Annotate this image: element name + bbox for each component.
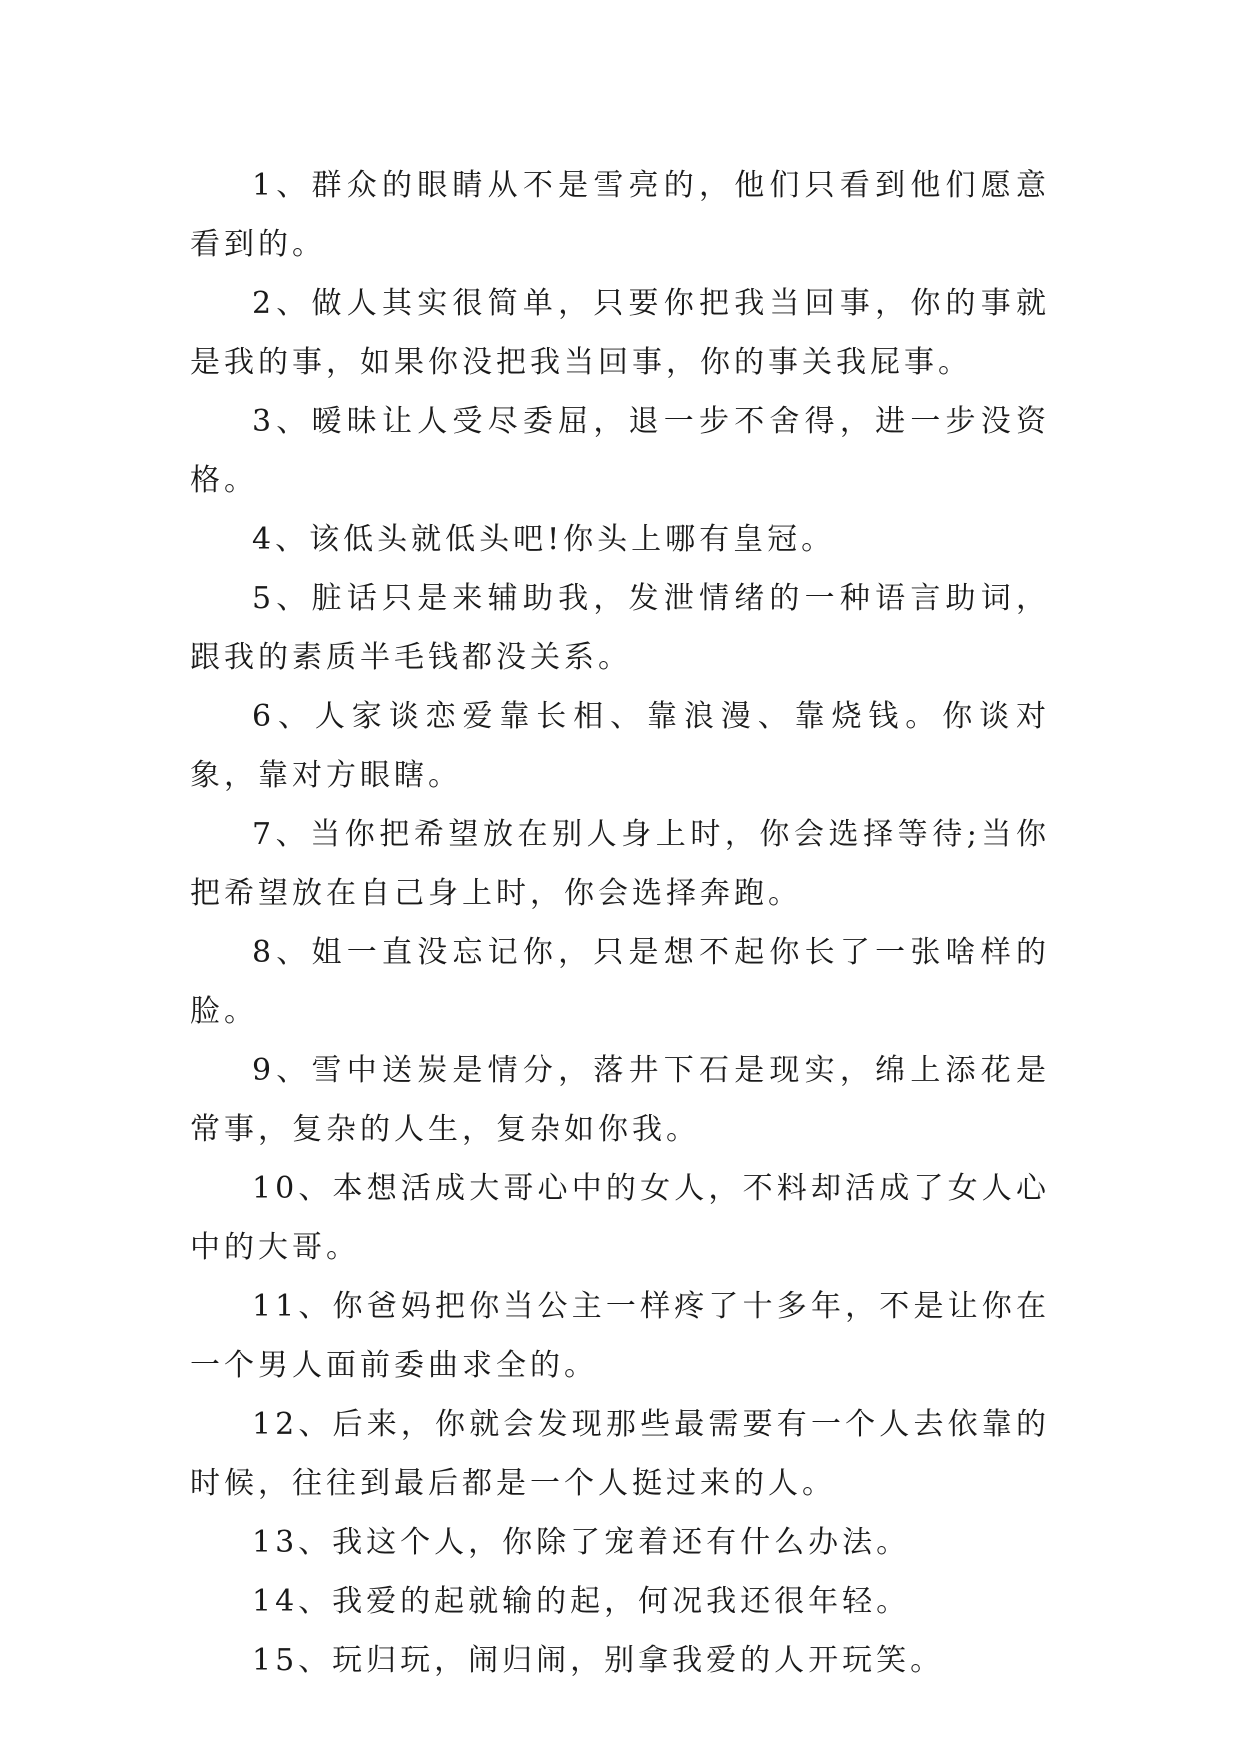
paragraph-11: 11、你爸妈把你当公主一样疼了十多年，不是让你在一个男人面前委曲求全的。 [190, 1289, 1050, 1383]
paragraph-13: 13、我这个人，你除了宠着还有什么办法。 [252, 1525, 911, 1560]
paragraph-3: 3、暧昧让人受尽委屈，退一步不舍得，进一步没资格。 [190, 404, 1050, 498]
paragraph-4: 4、该低头就低头吧!你头上哪有皇冠。 [252, 522, 836, 557]
paragraph-12: 12、后来，你就会发现那些最需要有一个人去依靠的时候，往往到最后都是一个人挺过来的人。 [190, 1407, 1050, 1501]
paragraph-14: 14、我爱的起就输的起，何况我还很年轻。 [252, 1584, 911, 1619]
paragraph-7: 7、当你把希望放在别人身上时，你会选择等待;当你把希望放在自己身上时，你会选择奔跑。 [190, 817, 1050, 911]
paragraph-5: 5、脏话只是来辅助我，发泄情绪的一种语言助词，跟我的素质半毛钱都没关系。 [190, 581, 1050, 675]
paragraph-9: 9、雪中送炭是情分，落井下石是现实，绵上添花是常事，复杂的人生，复杂如你我。 [190, 1053, 1050, 1147]
paragraph-10: 10、本想活成大哥心中的女人，不料却活成了女人心中的大哥。 [190, 1171, 1050, 1265]
paragraph-2: 2、做人其实很简单，只要你把我当回事，你的事就是我的事，如果你没把我当回事，你的事关我屁事。 [190, 286, 1050, 380]
paragraph-8: 8、姐一直没忘记你，只是想不起你长了一张啥样的脸。 [190, 935, 1050, 1029]
paragraph-15: 15、玩归玩，闹归闹，别拿我爱的人开玩笑。 [252, 1643, 945, 1678]
document-body [190, 156, 1050, 1690]
paragraph-1: 1、群众的眼睛从不是雪亮的，他们只看到他们愿意看到的。 [190, 168, 1050, 262]
paragraph-6: 6、人家谈恋爱靠长相、靠浪漫、靠烧钱。你谈对象，靠对方眼瞎。 [190, 699, 1050, 793]
